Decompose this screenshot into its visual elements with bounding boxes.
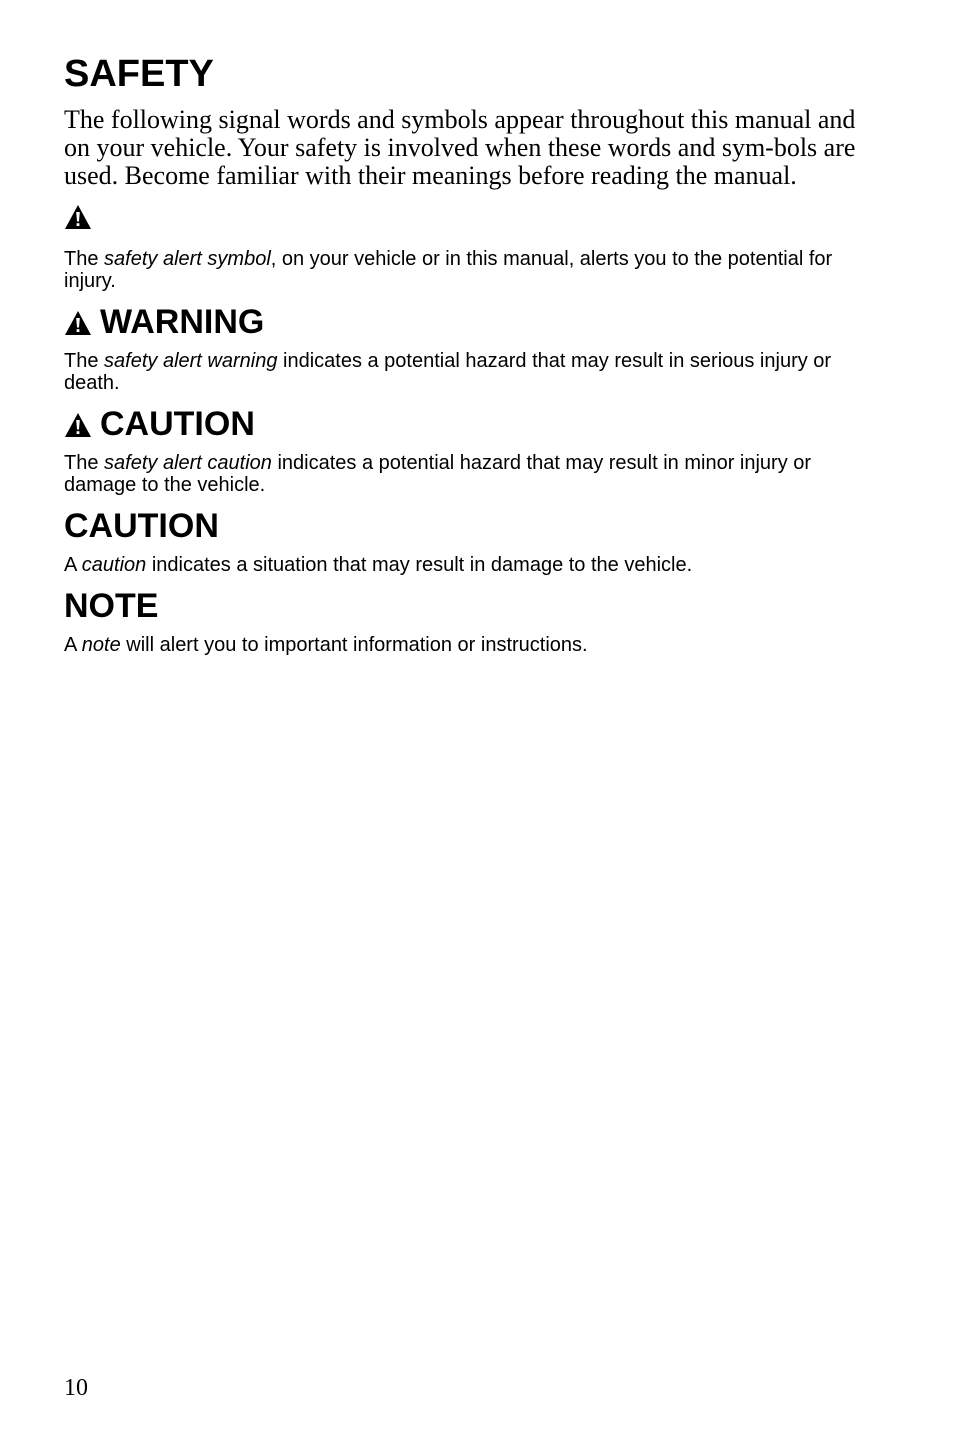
warning-description: The safety alert warning indicates a potential hazard that may result in serious injury or death. [64,350,832,394]
caution-alert-heading [64,404,874,444]
page-title: SAFETY [64,53,214,95]
caution-heading: CAUTION [64,507,219,545]
safety-alert-symbol-row [64,204,874,232]
note-heading: NOTE [64,587,159,625]
intro-paragraph: The following signal words and symbols appear throughout this manual and on your vehicle. Your safety is involved when these words and sym-bols are used. Become familiar with their meanings before reading the manual. [64,105,856,190]
manual-page [64,52,874,656]
warning-heading-label: WARNING [100,303,265,341]
warning-triangle-icon [64,412,92,438]
note-description: A note will alert you to important information or instructions. [64,634,588,656]
warning-triangle-icon [64,310,92,336]
caution-alert-heading-label: CAUTION [100,405,255,443]
caution-description: A caution indicates a situation that may result in damage to the vehicle. [64,554,693,576]
warning-heading [64,302,874,342]
caution-alert-description: The safety alert caution indicates a potential hazard that may result in minor injury or damage to the vehicle. [64,452,812,496]
warning-triangle-icon [64,204,92,230]
safety-alert-symbol-description: The safety alert symbol, on your vehicle or in this manual, alerts you to the potential for injury. [64,248,833,292]
page-number: 10 [64,1375,88,1401]
